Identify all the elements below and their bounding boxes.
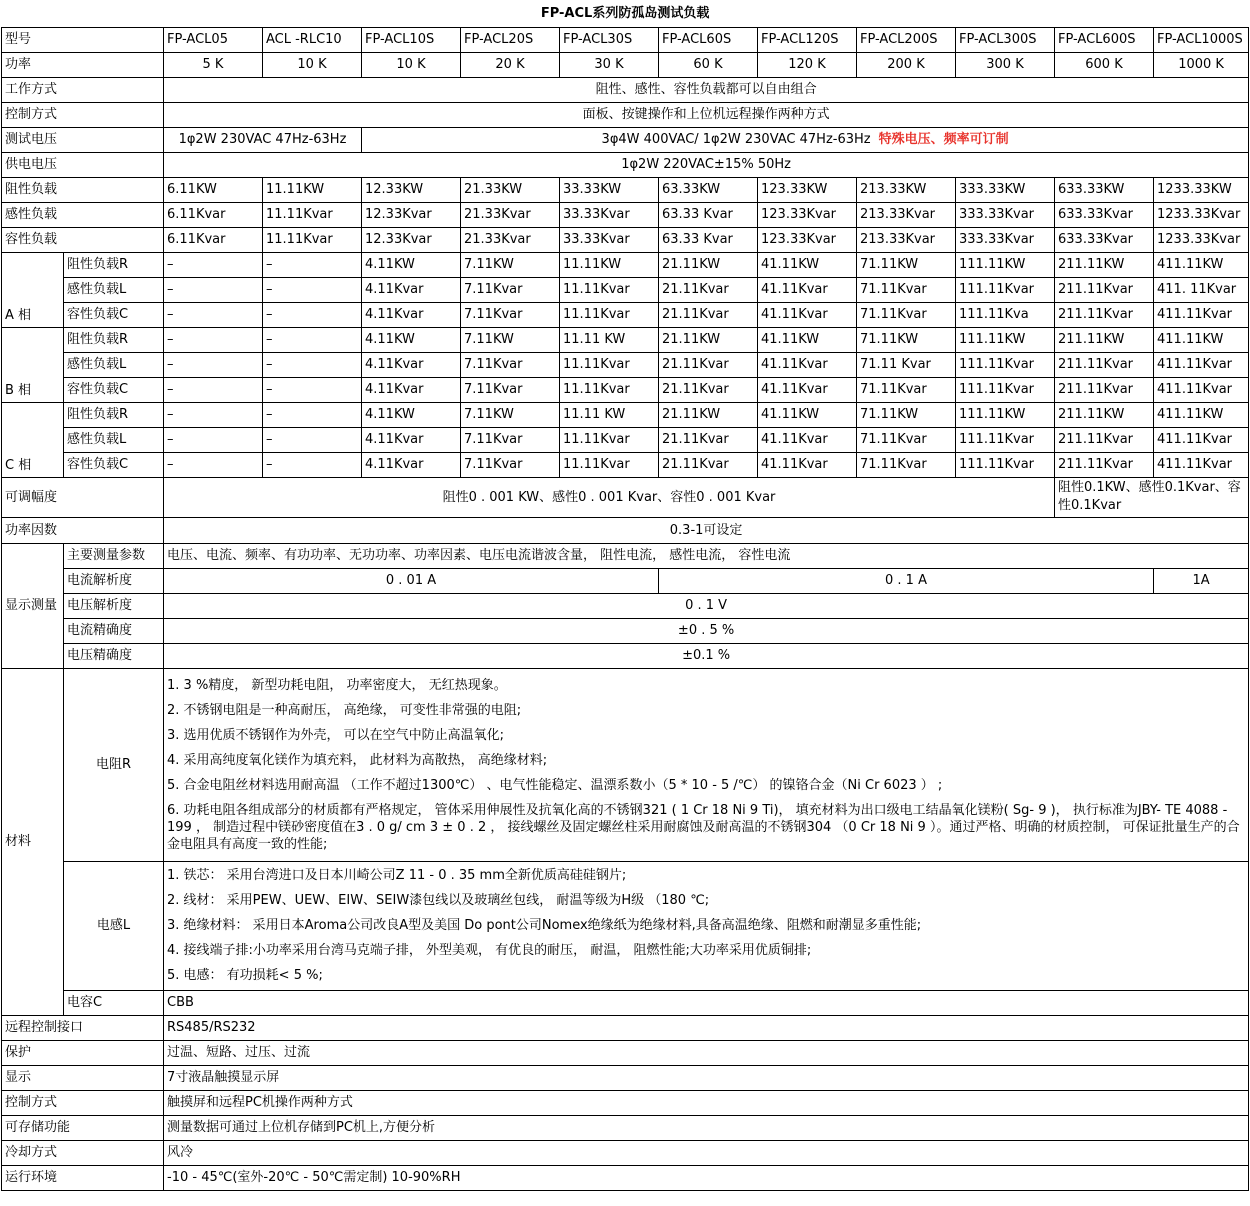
phase-label: A 相	[2, 252, 64, 327]
spec-value: -10 - 45℃(室外-20℃ - 50℃需定制) 10-90%RH	[164, 1165, 1249, 1190]
phase-load-cell: –	[263, 402, 362, 427]
resistive-load-cell: 21.33KW	[461, 177, 560, 202]
capacitive-load-cell: 21.33Kvar	[461, 227, 560, 252]
phase-row	[2, 327, 1249, 352]
power-cell: 200 K	[857, 52, 956, 77]
power-cell: 60 K	[659, 52, 758, 77]
phase-load-cell: 41.11KW	[758, 402, 857, 427]
spec-value: RS485/RS232	[164, 1015, 1249, 1040]
phase-load-label: 阻性负载R	[64, 402, 164, 427]
capacitor-value: CBB	[164, 990, 1249, 1015]
power-cell: 5 K	[164, 52, 263, 77]
phase-load-label: 阻性负载R	[64, 327, 164, 352]
spec-label: 冷却方式	[2, 1140, 164, 1165]
phase-load-cell: 7.11Kvar	[461, 302, 560, 327]
power-cell: 300 K	[956, 52, 1055, 77]
phase-load-cell: 21.11Kvar	[659, 302, 758, 327]
spec-row	[2, 1165, 1249, 1190]
phase-load-cell: 21.11KW	[659, 327, 758, 352]
current-accuracy-value: ±0 . 5 %	[164, 618, 1249, 643]
phase-load-cell: 111.11Kva	[956, 302, 1055, 327]
voltage-accuracy-value: ±0.1 %	[164, 643, 1249, 668]
phase-load-cell: 11.11Kvar	[560, 302, 659, 327]
phase-load-cell: 411.11KW	[1154, 327, 1249, 352]
phase-load-cell: –	[263, 427, 362, 452]
table-title: FP-ACL系列防孤岛测试负载	[2, 0, 1249, 27]
phase-load-cell: 111.11KW	[956, 252, 1055, 277]
inductive-load-cell: 213.33Kvar	[857, 202, 956, 227]
phase-row	[2, 427, 1249, 452]
resistor-item: 4. 采用高纯度氧化镁作为填充料， 此材料为高散热， 高绝缘材料;	[167, 752, 548, 768]
power-cell: 10 K	[362, 52, 461, 77]
model-cell: FP-ACL300S	[956, 27, 1055, 52]
capacitive-load-cell: 11.11Kvar	[263, 227, 362, 252]
model-cell: FP-ACL05	[164, 27, 263, 52]
phase-load-cell: –	[164, 377, 263, 402]
model-cell: FP-ACL120S	[758, 27, 857, 52]
phase-load-cell: 7.11Kvar	[461, 452, 560, 477]
phase-load-cell: –	[164, 352, 263, 377]
phase-load-cell: 71.11Kvar	[857, 277, 956, 302]
phase-load-cell: 71.11KW	[857, 402, 956, 427]
row-label-power-factor: 功率因数	[2, 517, 164, 543]
phase-load-cell: 41.11Kvar	[758, 352, 857, 377]
phase-load-label: 容性负载C	[64, 377, 164, 402]
capacitive-load-cell: 633.33Kvar	[1055, 227, 1154, 252]
spec-value: 测量数据可通过上位机存储到PC机上,方便分析	[164, 1115, 1249, 1140]
phase-load-cell: –	[164, 427, 263, 452]
phase-load-cell: 4.11Kvar	[362, 377, 461, 402]
model-cell: FP-ACL60S	[659, 27, 758, 52]
control-mode-value: 面板、按键操作和上位机远程操作两种方式	[164, 102, 1249, 127]
row-label-power: 功率	[2, 52, 164, 77]
phase-load-cell: 71.11 Kvar	[857, 352, 956, 377]
model-cell: FP-ACL20S	[461, 27, 560, 52]
inductive-load-cell: 12.33Kvar	[362, 202, 461, 227]
phase-load-cell: 71.11Kvar	[857, 377, 956, 402]
model-cell: FP-ACL1000S	[1154, 27, 1249, 52]
phase-load-cell: –	[263, 452, 362, 477]
inductive-load-cell: 21.33Kvar	[461, 202, 560, 227]
resistive-load-cell: 633.33KW	[1055, 177, 1154, 202]
resistive-load-cell: 12.33KW	[362, 177, 461, 202]
work-mode-value: 阻性、感性、容性负载都可以自由组合	[164, 77, 1249, 102]
phase-load-cell: –	[164, 327, 263, 352]
phase-load-cell: 71.11Kvar	[857, 302, 956, 327]
row-label-model: 型号	[2, 27, 164, 52]
phase-load-cell: 211.11KW	[1055, 327, 1154, 352]
inductor-item: 3. 绝缘材料： 采用日本Aroma公司改良A型及美国 Do pont公司Nomex绝缘纸为绝缘材料,具备高温绝缘、阻燃和耐潮显多重性能;	[167, 918, 922, 933]
capacitive-load-cell: 33.33Kvar	[560, 227, 659, 252]
resistor-item: 2. 不锈钢电阻是一种高耐压， 高绝缘， 可变性非常强的电阻;	[167, 702, 522, 718]
phase-load-cell: –	[263, 327, 362, 352]
phase-load-label: 感性负载L	[64, 427, 164, 452]
inductor-item: 4. 接线端子排:小功率采用台湾马克端子排， 外型美观， 有优良的耐压， 耐温， 阻燃性能;大功率采用优质铜排;	[167, 943, 812, 958]
phase-load-cell: 411.11KW	[1154, 402, 1249, 427]
model-cell: FP-ACL10S	[362, 27, 461, 52]
spec-row	[2, 1090, 1249, 1115]
model-cell: FP-ACL200S	[857, 27, 956, 52]
phase-load-label: 容性负载C	[64, 452, 164, 477]
phase-load-cell: 211.11Kvar	[1055, 302, 1154, 327]
phase-load-cell: 41.11Kvar	[758, 427, 857, 452]
spec-label: 可存储功能	[2, 1115, 164, 1140]
inductor-item: 5. 电感： 有功损耗< 5 %;	[167, 968, 323, 983]
phase-load-cell: 111.11KW	[956, 402, 1055, 427]
resistor-item: 1. 3 %精度， 新型功耗电阻， 功率密度大， 无红热现象。	[167, 677, 507, 693]
phase-load-label: 感性负载L	[64, 352, 164, 377]
phase-load-cell: 41.11KW	[758, 252, 857, 277]
current-resolution-label: 电流解析度	[64, 568, 164, 593]
capacitive-load-cell: 12.33Kvar	[362, 227, 461, 252]
phase-load-cell: 111.11Kvar	[956, 427, 1055, 452]
phase-load-cell: 11.11Kvar	[560, 377, 659, 402]
phase-load-cell: –	[164, 277, 263, 302]
capacitor-label: 电容C	[64, 990, 164, 1015]
row-label-adjust-range: 可调幅度	[2, 477, 164, 517]
phase-load-cell: 7.11Kvar	[461, 352, 560, 377]
spec-value: 触摸屏和远程PC机操作两种方式	[164, 1090, 1249, 1115]
current-resolution-mid: 0 . 1 A	[659, 568, 1154, 593]
phase-load-cell: 21.11Kvar	[659, 427, 758, 452]
inductive-load-cell: 633.33Kvar	[1055, 202, 1154, 227]
phase-load-cell: 411.11Kvar	[1154, 377, 1249, 402]
phase-load-cell: 111.11Kvar	[956, 277, 1055, 302]
phase-load-label: 阻性负载R	[64, 252, 164, 277]
row-label-test-voltage: 测试电压	[2, 127, 164, 152]
inductor-description	[164, 861, 1249, 990]
resistor-item: 6. 功耗电阻各组成部分的材质都有严格规定， 管体采用伸展性及抗氧化高的不锈钢321 ( 1 Cr 18 Ni 9 Ti)， 填充材料为出口级电工结晶氧化镁粉( Sg- 9 )， 执行标准为JBY- TE 4088 - 199 ， 制造过程中镁砂密度值在3 . 0 g/ cm 3 ± 0 . 2 ， 接线螺丝及固定螺丝柱采用耐腐蚀及耐高温的不锈钢304 （0 Cr 18 Ni 9 ）。通过严格、明确的材质控制， 可保证批量生产的合金电阻具有高度一致的性能;	[167, 802, 1240, 852]
adjust-range-large: 阻性0.1KW、感性0.1Kvar、容性0.1Kvar	[1055, 477, 1249, 517]
phase-load-cell: 411.11Kvar	[1154, 302, 1249, 327]
spec-label: 控制方式	[2, 1090, 164, 1115]
spec-label: 显示	[2, 1065, 164, 1090]
phase-load-cell: 111.11Kvar	[956, 452, 1055, 477]
inductive-load-cell: 63.33 Kvar	[659, 202, 758, 227]
phase-load-cell: 21.11Kvar	[659, 277, 758, 302]
row-label-work-mode: 工作方式	[2, 77, 164, 102]
spec-value: 风冷	[164, 1140, 1249, 1165]
inductor-item: 1. 铁芯： 采用台湾进口及日本川崎公司Z 11 - 0 . 35 mm全新优质高硅硅钢片;	[167, 868, 627, 883]
spec-value: 过温、短路、过压、过流	[164, 1040, 1249, 1065]
phase-load-cell: 71.11Kvar	[857, 452, 956, 477]
phase-load-cell: 21.11Kvar	[659, 377, 758, 402]
phase-load-cell: 71.11KW	[857, 327, 956, 352]
phase-load-cell: 4.11Kvar	[362, 277, 461, 302]
current-resolution-small: 0 . 01 A	[164, 568, 659, 593]
capacitive-load-cell: 123.33Kvar	[758, 227, 857, 252]
phase-load-cell: 4.11Kvar	[362, 452, 461, 477]
power-factor-value: 0.3-1可设定	[164, 517, 1249, 543]
row-label-capacitive-load: 容性负载	[2, 227, 164, 252]
capacitive-load-cell: 1233.33Kvar	[1154, 227, 1249, 252]
phase-load-cell: 4.11KW	[362, 402, 461, 427]
phase-load-cell: 211.11Kvar	[1055, 377, 1154, 402]
row-label-control-mode: 控制方式	[2, 102, 164, 127]
phase-load-cell: –	[263, 352, 362, 377]
phase-row	[2, 277, 1249, 302]
resistor-label: 电阻R	[64, 668, 164, 861]
phase-load-cell: –	[263, 302, 362, 327]
phase-load-cell: 41.11Kvar	[758, 452, 857, 477]
phase-load-cell: 21.11Kvar	[659, 452, 758, 477]
current-resolution-large: 1A	[1154, 568, 1249, 593]
phase-load-cell: 7.11Kvar	[461, 427, 560, 452]
phase-load-cell: 4.11Kvar	[362, 352, 461, 377]
phase-load-cell: 7.11Kvar	[461, 377, 560, 402]
phase-load-cell: 7.11KW	[461, 252, 560, 277]
spec-row	[2, 1115, 1249, 1140]
phase-load-cell: 21.11KW	[659, 252, 758, 277]
row-label-display: 显示测量	[2, 543, 64, 668]
phase-load-cell: 411.11KW	[1154, 252, 1249, 277]
phase-label: B 相	[2, 327, 64, 402]
phase-load-cell: 211.11Kvar	[1055, 427, 1154, 452]
spec-row	[2, 1015, 1249, 1040]
spec-row	[2, 1140, 1249, 1165]
power-cell: 600 K	[1055, 52, 1154, 77]
phase-load-cell: 4.11Kvar	[362, 427, 461, 452]
phase-label: C 相	[2, 402, 64, 477]
phase-load-cell: 211.11KW	[1055, 252, 1154, 277]
phase-load-cell: 11.11Kvar	[560, 277, 659, 302]
phase-load-cell: 111.11Kvar	[956, 377, 1055, 402]
phase-load-cell: –	[164, 452, 263, 477]
phase-load-cell: 41.11Kvar	[758, 377, 857, 402]
phase-load-label: 感性负载L	[64, 277, 164, 302]
phase-load-cell: 411. 11Kvar	[1154, 277, 1249, 302]
inductor-item: 2. 线材： 采用PEW、UEW、EIW、SEIW漆包线以及玻璃丝包线， 耐温等级为H级 （180 ℃;	[167, 893, 710, 908]
spec-value: 7寸液晶触摸显示屏	[164, 1065, 1249, 1090]
resistive-load-cell: 333.33KW	[956, 177, 1055, 202]
voltage-resolution-label: 电压解析度	[64, 593, 164, 618]
inductive-load-cell: 33.33Kvar	[560, 202, 659, 227]
phase-load-cell: 41.11Kvar	[758, 302, 857, 327]
phase-load-cell: –	[263, 377, 362, 402]
phase-load-cell: 71.11KW	[857, 252, 956, 277]
phase-load-cell: 11.11 KW	[560, 402, 659, 427]
phase-load-cell: 4.11KW	[362, 327, 461, 352]
row-label-material: 材料	[2, 668, 64, 1015]
inductive-load-cell: 333.33Kvar	[956, 202, 1055, 227]
test-voltage-main	[362, 127, 1249, 152]
power-cell: 30 K	[560, 52, 659, 77]
phase-load-cell: 411.11Kvar	[1154, 452, 1249, 477]
adjust-range-main: 阻性0 . 001 KW、感性0 . 001 Kvar、容性0 . 001 Kvar	[164, 477, 1055, 517]
inductive-load-cell: 123.33Kvar	[758, 202, 857, 227]
capacitive-load-cell: 333.33Kvar	[956, 227, 1055, 252]
phase-load-cell: 11.11Kvar	[560, 427, 659, 452]
voltage-resolution-value: 0 . 1 V	[164, 593, 1249, 618]
phase-load-cell: 211.11Kvar	[1055, 352, 1154, 377]
power-cell: 1000 K	[1154, 52, 1249, 77]
main-params-value: 电压、电流、频率、有功功率、无功功率、功率因素、电压电流谐波含量， 阻性电流， 感性电流， 容性电流	[164, 543, 1249, 568]
test-voltage-note: 特殊电压、频率可订制	[878, 132, 1009, 147]
resistive-load-cell: 123.33KW	[758, 177, 857, 202]
phase-row	[2, 402, 1249, 427]
phase-row	[2, 352, 1249, 377]
model-cell: ACL -RLC10	[263, 27, 362, 52]
resistor-item: 3. 选用优质不锈钢作为外壳， 可以在空气中防止高温氧化;	[167, 727, 505, 743]
phase-row	[2, 452, 1249, 477]
phase-row	[2, 377, 1249, 402]
phase-load-cell: –	[263, 252, 362, 277]
current-accuracy-label: 电流精确度	[64, 618, 164, 643]
phase-row	[2, 302, 1249, 327]
test-voltage-single-phase: 1φ2W 230VAC 47Hz-63Hz	[164, 127, 362, 152]
capacitive-load-cell: 213.33Kvar	[857, 227, 956, 252]
resistor-item: 5. 合金电阻丝材料选用耐高温 （工作不超过1300℃） 、电气性能稳定、温漂系数小（5 * 10 - 5 /℃） 的镍铬合金（Ni Cr 6023 ） ;	[167, 777, 943, 793]
inductive-load-cell: 11.11Kvar	[263, 202, 362, 227]
phase-load-cell: 71.11Kvar	[857, 427, 956, 452]
phase-load-cell: 211.11KW	[1055, 402, 1154, 427]
phase-load-cell: –	[164, 402, 263, 427]
spec-row	[2, 1040, 1249, 1065]
voltage-accuracy-label: 电压精确度	[64, 643, 164, 668]
phase-load-cell: 11.11Kvar	[560, 352, 659, 377]
test-voltage-main-text: 3φ4W 400VAC/ 1φ2W 230VAC 47Hz-63Hz	[601, 132, 871, 147]
phase-row	[2, 252, 1249, 277]
phase-load-cell: –	[263, 277, 362, 302]
model-cell: FP-ACL600S	[1055, 27, 1154, 52]
phase-load-cell: –	[164, 302, 263, 327]
power-cell: 10 K	[263, 52, 362, 77]
phase-load-cell: 411.11Kvar	[1154, 352, 1249, 377]
phase-load-cell: 211.11Kvar	[1055, 277, 1154, 302]
resistive-load-cell: 1233.33KW	[1154, 177, 1249, 202]
inductor-label: 电感L	[64, 861, 164, 990]
resistive-load-cell: 213.33KW	[857, 177, 956, 202]
phase-load-cell: 7.11KW	[461, 402, 560, 427]
phase-load-cell: 7.11Kvar	[461, 277, 560, 302]
inductive-load-cell: 1233.33Kvar	[1154, 202, 1249, 227]
phase-load-cell: 211.11Kvar	[1055, 452, 1154, 477]
phase-load-cell: 4.11Kvar	[362, 302, 461, 327]
resistive-load-cell: 11.11KW	[263, 177, 362, 202]
inductive-load-cell: 6.11Kvar	[164, 202, 263, 227]
phase-load-cell: 7.11KW	[461, 327, 560, 352]
power-cell: 120 K	[758, 52, 857, 77]
spec-label: 远程控制接口	[2, 1015, 164, 1040]
phase-load-cell: 41.11KW	[758, 327, 857, 352]
phase-load-cell: 11.11Kvar	[560, 452, 659, 477]
row-label-resistive-load: 阻性负载	[2, 177, 164, 202]
spec-row	[2, 1065, 1249, 1090]
resistive-load-cell: 63.33KW	[659, 177, 758, 202]
power-cell: 20 K	[461, 52, 560, 77]
phase-load-cell: –	[164, 252, 263, 277]
phase-load-cell: 41.11Kvar	[758, 277, 857, 302]
phase-load-cell: 11.11KW	[560, 252, 659, 277]
phase-load-cell: 11.11 KW	[560, 327, 659, 352]
row-label-inductive-load: 感性负载	[2, 202, 164, 227]
phase-load-cell: 21.11Kvar	[659, 352, 758, 377]
spec-label: 保护	[2, 1040, 164, 1065]
phase-load-label: 容性负载C	[64, 302, 164, 327]
resistive-load-cell: 33.33KW	[560, 177, 659, 202]
spec-label: 运行环境	[2, 1165, 164, 1190]
capacitive-load-cell: 6.11Kvar	[164, 227, 263, 252]
resistor-description	[164, 668, 1249, 861]
phase-load-cell: 4.11KW	[362, 252, 461, 277]
phase-load-cell: 411.11Kvar	[1154, 427, 1249, 452]
model-cell: FP-ACL30S	[560, 27, 659, 52]
row-label-supply-voltage: 供电电压	[2, 152, 164, 177]
spec-table	[1, 0, 1249, 1191]
phase-load-cell: 21.11KW	[659, 402, 758, 427]
supply-voltage-value: 1φ2W 220VAC±15% 50Hz	[164, 152, 1249, 177]
phase-load-cell: 111.11Kvar	[956, 352, 1055, 377]
capacitive-load-cell: 63.33 Kvar	[659, 227, 758, 252]
main-params-label: 主要测量参数	[64, 543, 164, 568]
resistive-load-cell: 6.11KW	[164, 177, 263, 202]
phase-load-cell: 111.11KW	[956, 327, 1055, 352]
